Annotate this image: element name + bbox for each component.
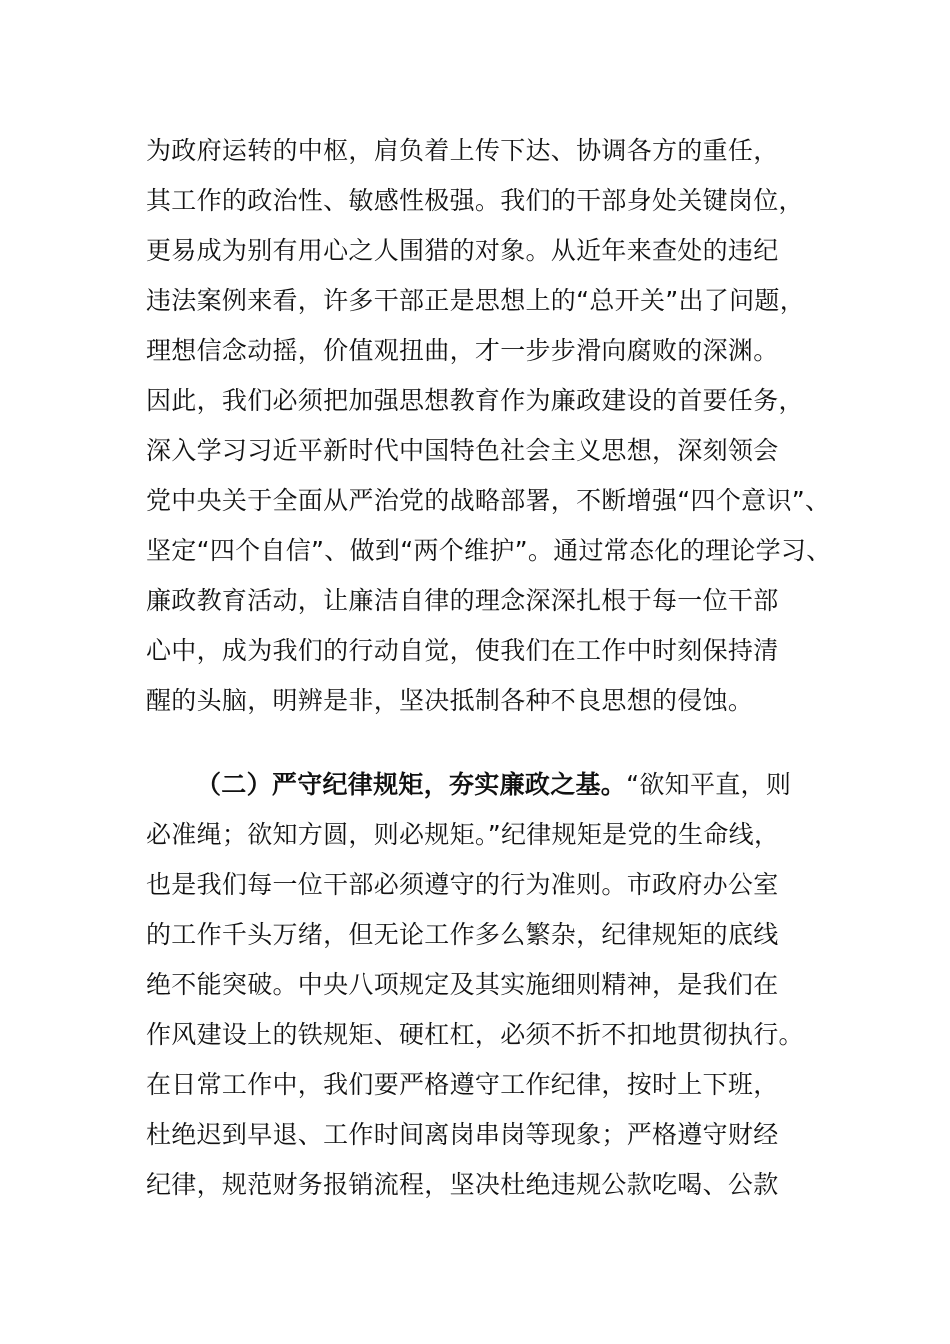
section-heading: （二）严守纪律规矩，夯实廉政之基。: [196, 770, 627, 799]
text-line: 必准绳；欲知方圆，则必规矩。”纪律规矩是党的生命线，: [146, 820, 780, 849]
text-line: 其工作的政治性、敏感性极强。我们的干部身处关键岗位，: [146, 186, 804, 215]
text-line: 理想信念动摇，价值观扭曲，才一步步滑向腐败的深渊。: [146, 336, 779, 365]
text-line: 也是我们每一位干部必须遵守的行为准则。市政府办公室: [146, 870, 779, 899]
text-line: 党中央关于全面从严治党的战略部署，不断增强“四个意识”、: [146, 486, 831, 515]
text-line: 更易成为别有用心之人围猎的对象。从近年来查处的违纪: [146, 236, 779, 265]
text-line: 醒的头脑，明辨是非，坚决抵制各种不良思想的侵蚀。: [146, 686, 754, 715]
text-line: 为政府运转的中枢，肩负着上传下达、协调各方的重任，: [146, 136, 779, 165]
text-line: 绝不能突破。中央八项规定及其实施细则精神，是我们在: [146, 970, 779, 999]
text-line: 纪律，规范财务报销流程，坚决杜绝违规公款吃喝、公款: [146, 1170, 779, 1199]
section-first-line-text: “欲知平直，则: [626, 770, 792, 799]
text-line: 深入学习习近平新时代中国特色社会主义思想，深刻领会: [146, 436, 779, 465]
text-line: 心中，成为我们的行动自觉，使我们在工作中时刻保持清: [146, 636, 779, 665]
text-line: 作风建设上的铁规矩、硬杠杠，必须不折不扣地贯彻执行。: [146, 1020, 804, 1049]
section-first-line: [196, 770, 791, 800]
text-line: 违法案例来看，许多干部正是思想上的“总开关”出了问题，: [146, 286, 806, 315]
text-line: 的工作千头万绪，但无论工作多么繁杂，纪律规矩的底线: [146, 920, 779, 949]
text-line: 因此，我们必须把加强思想教育作为廉政建设的首要任务，: [146, 386, 804, 415]
text-line: 杜绝迟到早退、工作时间离岗串岗等现象；严格遵守财经: [146, 1120, 779, 1149]
text-line: 廉政教育活动，让廉洁自律的理念深深扎根于每一位干部: [146, 586, 779, 615]
text-line: 在日常工作中，我们要严格遵守工作纪律，按时上下班，: [146, 1070, 779, 1099]
text-line: 坚定“四个自信”、做到“两个维护”。通过常态化的理论学习、: [146, 536, 832, 565]
